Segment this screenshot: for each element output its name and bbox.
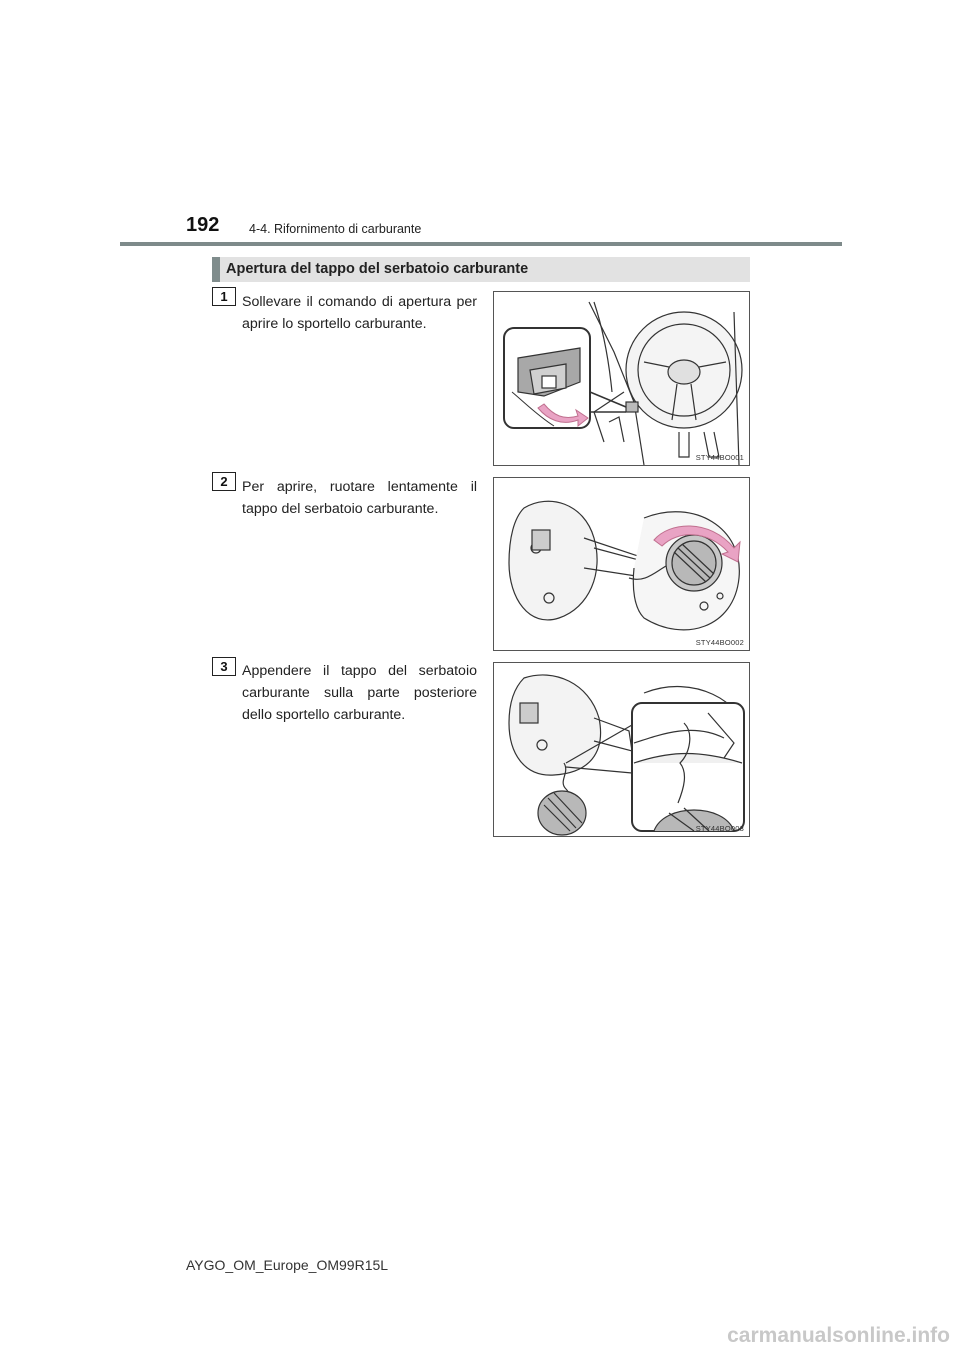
heading-text: Apertura del tappo del serbatoio carburante xyxy=(226,261,529,277)
heading-accent xyxy=(212,257,220,282)
watermark: carmanualsonline.info xyxy=(727,1324,950,1347)
step-number-2: 2 xyxy=(212,472,236,491)
figure-code-3: STY44BO003 xyxy=(695,824,744,833)
heading-bar xyxy=(212,257,750,282)
footer-document-id: AYGO_OM_Europe_OM99R15L xyxy=(186,1257,389,1273)
figure-code-1: STY44BO001 xyxy=(695,453,744,462)
step-text-3: Appendere il tappo del serbatoio carburante sulla parte posteriore dello sportello carburante. xyxy=(242,663,477,723)
page-number: 192 xyxy=(186,214,220,236)
step-text-2: Per aprire, ruotare lentamente il tappo del serbatoio carburante. xyxy=(242,479,477,517)
fuel-cap-turn-illustration xyxy=(494,478,749,650)
step-number-3: 3 xyxy=(212,657,236,676)
step-number-1: 1 xyxy=(212,287,236,306)
section-title: 4-4. Rifornimento di carburante xyxy=(249,222,422,236)
step-text-1: Sollevare il comando di apertura per aprire lo sportello carburante. xyxy=(242,294,477,332)
fuel-cap-hang-illustration xyxy=(494,663,749,836)
figure-fuel-cap-turn xyxy=(493,477,750,651)
fuel-door-lever-illustration xyxy=(494,292,749,465)
figure-fuel-door-lever xyxy=(493,291,750,466)
figure-code-2: STY44BO002 xyxy=(695,638,744,647)
figure-fuel-cap-hang xyxy=(493,662,750,837)
header-rule xyxy=(120,242,842,246)
